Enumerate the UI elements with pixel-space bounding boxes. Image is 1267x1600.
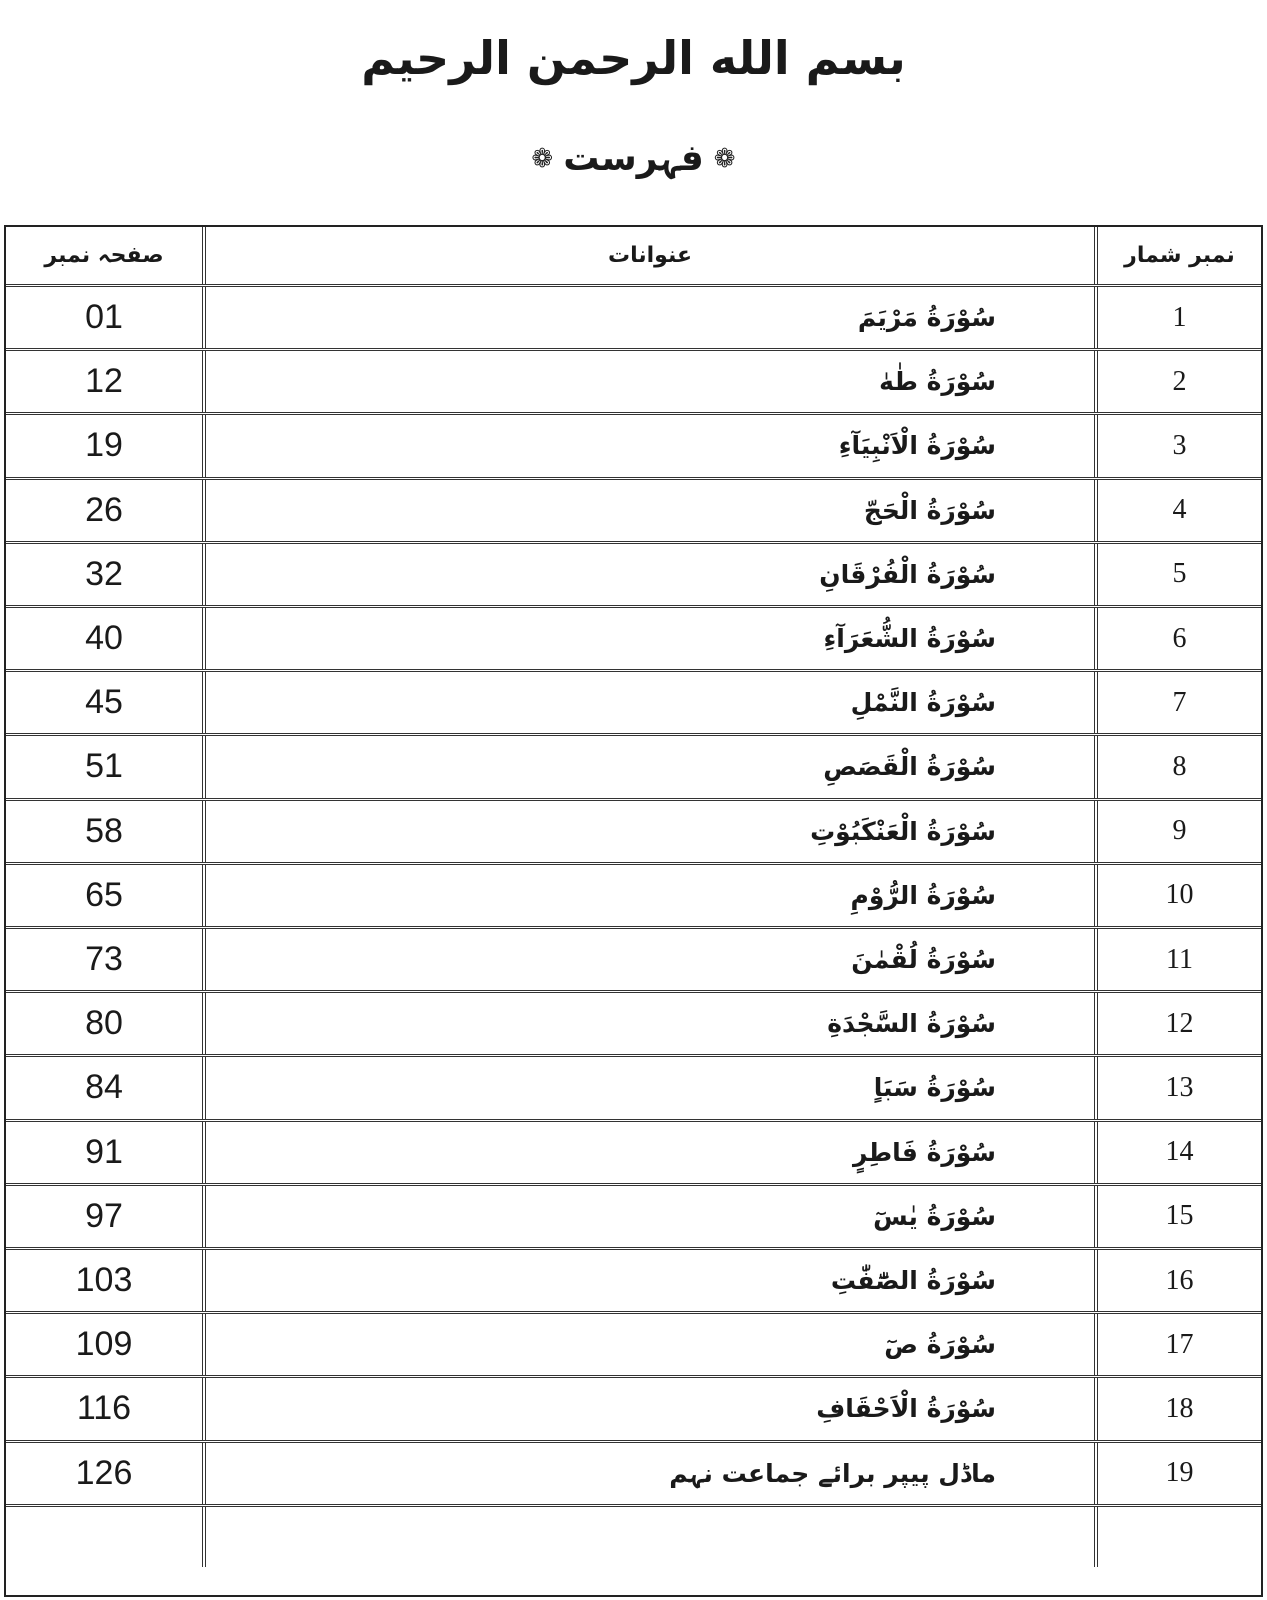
serial-number: 13 (1165, 1071, 1194, 1103)
serial-number: 19 (1165, 1457, 1194, 1489)
surah-title: سُوْرَةُ فَاطِرٍ (853, 1137, 996, 1167)
surah-title: سُوْرَةُ الْحَجّ (863, 495, 996, 525)
page-number-cell (6, 929, 206, 990)
table-row (6, 351, 1261, 415)
title-cell (206, 287, 1098, 348)
page-number: 19 (85, 426, 123, 465)
table-row (6, 1378, 1261, 1442)
surah-title: سُوْرَةُ النَّمْلِ (850, 688, 996, 718)
page-number-cell (6, 544, 206, 605)
table-row (6, 1314, 1261, 1378)
title-cell (206, 1314, 1098, 1375)
table-row (6, 1057, 1261, 1121)
serial-number-cell (1098, 993, 1261, 1054)
serial-number-cell (1098, 736, 1261, 797)
title-cell (206, 865, 1098, 926)
page-number-cell (6, 736, 206, 797)
page-number-cell (6, 801, 206, 862)
table-blank-row (6, 1507, 1261, 1567)
serial-number-cell (1098, 1057, 1261, 1118)
surah-title: سُوْرَةُ السَّجْدَةِ (827, 1009, 996, 1039)
page-number: 45 (85, 683, 123, 722)
serial-number: 12 (1165, 1007, 1194, 1039)
serial-number-cell (1098, 929, 1261, 990)
title-cell (206, 1122, 1098, 1183)
page-number: 103 (75, 1261, 133, 1300)
title-cell (206, 801, 1098, 862)
page-number: 126 (75, 1453, 133, 1492)
serial-number-cell (1098, 415, 1261, 476)
serial-number: 4 (1172, 494, 1187, 526)
column-header-serial: نمبر شمار (1124, 243, 1235, 268)
page-number-cell (6, 480, 206, 541)
table-row (6, 801, 1261, 865)
page-number-cell (6, 1250, 206, 1311)
contents-table (4, 225, 1263, 1597)
surah-title: سُوْرَةُ يٰسٓ (873, 1201, 996, 1231)
surah-title: سُوْرَةُ لُقْمٰنَ (851, 945, 996, 975)
title-cell (206, 1443, 1098, 1504)
table-row (6, 865, 1261, 929)
page-number: 01 (85, 298, 123, 337)
surah-title: سُوْرَةُ الصّٰٓفّٰتِ (830, 1266, 996, 1296)
page-number-cell (6, 415, 206, 476)
serial-number: 3 (1172, 429, 1187, 461)
page-number-cell (6, 608, 206, 669)
serial-number: 5 (1172, 558, 1187, 590)
table-row (6, 929, 1261, 993)
title-cell (206, 544, 1098, 605)
serial-number-cell (1098, 1443, 1261, 1504)
page-number-cell (6, 993, 206, 1054)
surah-title: سُوْرَةُ الْاَنْبِيَآءِ (838, 431, 996, 461)
contents-heading (531, 138, 735, 179)
page-number-cell (6, 865, 206, 926)
page-number: 26 (85, 490, 123, 529)
blank-cell-page (6, 1507, 206, 1567)
serial-number: 2 (1172, 365, 1187, 397)
surah-title: سُوْرَةُ الْقَصَصِ (823, 752, 996, 782)
page-number: 91 (85, 1132, 123, 1171)
table-row (6, 993, 1261, 1057)
page-number: 58 (85, 811, 123, 850)
serial-number-cell (1098, 1122, 1261, 1183)
title-cell (206, 736, 1098, 797)
table-row (6, 736, 1261, 800)
page-number: 109 (75, 1325, 133, 1364)
page-number-cell (6, 1443, 206, 1504)
table-row (6, 1250, 1261, 1314)
page-number: 73 (85, 940, 123, 979)
title-cell (206, 672, 1098, 733)
column-header-page: صفحہ نمبر (6, 227, 206, 284)
title-cell (206, 993, 1098, 1054)
serial-number-cell (1098, 480, 1261, 541)
title-cell (206, 1250, 1098, 1311)
page-number-cell (6, 1378, 206, 1439)
bismillah-calligraphy: بسم الله الرحمن الرحيم (361, 31, 906, 85)
serial-number: 10 (1165, 879, 1194, 911)
surah-title: سُوْرَةُ الرُّوْمِ (850, 880, 996, 910)
serial-number-cell (1098, 801, 1261, 862)
page-number: 40 (85, 619, 123, 658)
page-number-cell (6, 1314, 206, 1375)
serial-number: 6 (1172, 622, 1187, 654)
table-row (6, 672, 1261, 736)
blank-cell-serial (1098, 1507, 1261, 1567)
table-row (6, 1122, 1261, 1186)
title-cell (206, 480, 1098, 541)
page-number-cell (6, 351, 206, 412)
surah-title: ماڈل پیپر برائے جماعت نہم (669, 1458, 996, 1488)
serial-number-cell (1098, 1250, 1261, 1311)
serial-number: 14 (1165, 1136, 1194, 1168)
surah-title: سُوْرَةُ الْاَحْقَافِ (816, 1394, 996, 1424)
page-number: 51 (85, 747, 123, 786)
serial-number: 9 (1172, 815, 1187, 847)
serial-number-cell (1098, 608, 1261, 669)
blank-cell-title (206, 1507, 1098, 1567)
serial-number-cell (1098, 287, 1261, 348)
serial-number: 1 (1172, 301, 1187, 333)
serial-number-cell (1098, 1314, 1261, 1375)
serial-number: 16 (1165, 1264, 1194, 1296)
surah-title: سُوْرَةُ الْعَنْكَبُوْتِ (810, 816, 996, 846)
title-cell (206, 415, 1098, 476)
page-number: 97 (85, 1196, 123, 1235)
serial-number-cell (1098, 672, 1261, 733)
serial-number-cell (1098, 865, 1261, 926)
serial-number: 8 (1172, 750, 1187, 782)
surah-title: سُوْرَةُ مَرْيَمَ (857, 303, 996, 333)
surah-title: سُوْرَةُ الْفُرْقَانِ (819, 559, 996, 589)
table-row (6, 608, 1261, 672)
table-row (6, 1186, 1261, 1250)
page-number: 116 (76, 1389, 132, 1428)
serial-number: 11 (1166, 943, 1193, 975)
page-number: 32 (85, 554, 123, 593)
contents-heading-wrap (0, 138, 1267, 179)
surah-title: سُوْرَةُ سَبَاٍ (873, 1073, 996, 1103)
table-header-row (6, 227, 1261, 287)
page-number-cell (6, 1122, 206, 1183)
title-cell (206, 929, 1098, 990)
surah-title: سُوْرَةُ طٰهٰ (879, 367, 996, 397)
surah-title: سُوْرَةُ الشُّعَرَآءِ (823, 624, 996, 654)
serial-number-cell (1098, 544, 1261, 605)
page-number-cell (6, 1057, 206, 1118)
serial-number-cell (1098, 1378, 1261, 1439)
page-number-cell (6, 672, 206, 733)
page-number: 84 (85, 1068, 123, 1107)
serial-number-cell (1098, 351, 1261, 412)
column-header-title: عنوانات (206, 227, 1098, 284)
surah-title: سُوْرَةُ صٓ (884, 1330, 996, 1360)
serial-number: 15 (1165, 1200, 1194, 1232)
contents-title: فہرست (563, 138, 704, 179)
title-cell (206, 351, 1098, 412)
serial-number: 7 (1172, 686, 1187, 718)
table-row (6, 480, 1261, 544)
page-number-cell (6, 287, 206, 348)
page-number: 65 (85, 875, 123, 914)
serial-number: 18 (1165, 1392, 1194, 1424)
title-cell (206, 1378, 1098, 1439)
ornament-right-icon: ❁ (713, 143, 736, 174)
ornament-left-icon: ❁ (531, 143, 554, 174)
table-row (6, 415, 1261, 479)
page-number: 12 (85, 362, 123, 401)
serial-number-cell (1098, 1186, 1261, 1247)
title-cell (206, 1186, 1098, 1247)
title-cell (206, 1057, 1098, 1118)
table-row (6, 544, 1261, 608)
title-cell (206, 608, 1098, 669)
serial-number: 17 (1165, 1328, 1194, 1360)
page-number-cell (6, 1186, 206, 1247)
page-number: 80 (85, 1004, 123, 1043)
table-row (6, 1443, 1261, 1507)
table-row (6, 287, 1261, 351)
